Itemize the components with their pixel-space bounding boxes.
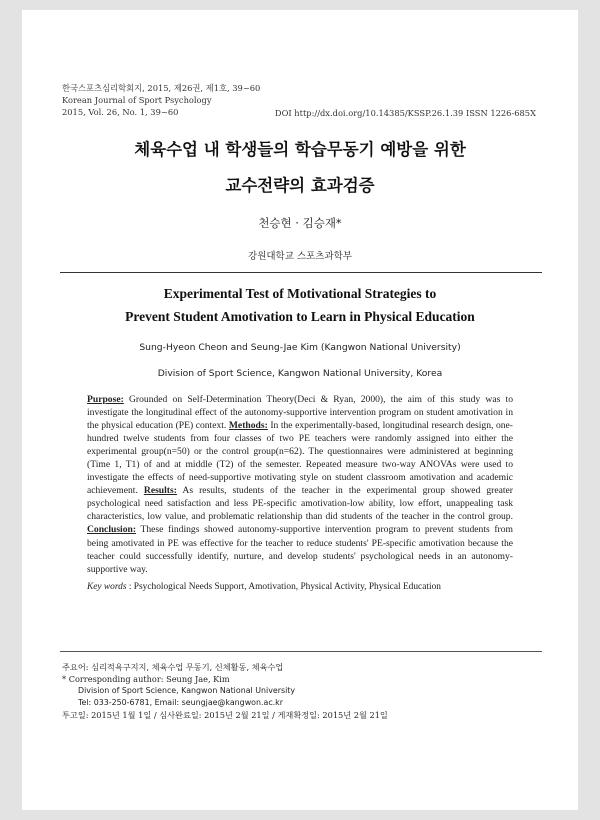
footnote-keywords-korean: 주요어: 심리적욕구지지, 체육수업 무동기, 신체활동, 체육수업: [62, 662, 284, 672]
doi-issn: DOI http://dx.doi.org/10.14385/KSSP.26.1.39 ISSN 1226-685X: [274, 108, 536, 118]
abstract-conclusion-label: Conclusion:: [87, 524, 137, 536]
footnote-division: Division of Sport Science, Kangwon National University: [78, 686, 296, 695]
keywords-text: : Psychological Needs Support, Amotivation, Physical Activity, Physical Education: [126, 582, 441, 592]
abstract-conclusion-text: These findings showed autonomy-supportive intervention program to prevent students from being amotivated in PE was effective for the teacher to reduce students' PE-specific amotivation because the teacher could successfully identify, nurture, and develop students' psychological needs in an autonomy-supportive way.: [87, 524, 513, 575]
abstract-results-text: As results, students of the teacher in the experimental group showed greater psychological need satisfaction and less PE-specific amotivation-low ability, low effort, unappealing task characteristics, low value, and problematic relationship than did students of the teacher in the control group.: [87, 485, 513, 523]
abstract-purpose-label: Purpose:: [87, 394, 124, 405]
journal-volume: 2015, Vol. 26, No. 1, 39~60: [62, 107, 179, 117]
abstract-methods-label: Methods:: [228, 420, 268, 432]
title-divider: [60, 272, 542, 273]
abstract-results-label: Results:: [143, 485, 177, 497]
abstract: [87, 393, 513, 576]
keywords: [87, 582, 517, 592]
title-korean-line2: 교수전략의 효과검증: [225, 176, 375, 195]
authors-korean: 천승현 · 김승재*: [258, 216, 342, 230]
keywords-label: Key words: [87, 582, 127, 592]
affiliation-korean: 강원대학교 스포츠과학부: [248, 251, 352, 262]
footnote-corresponding-author: * Corresponding author: Seung Jae, Kim: [62, 674, 230, 684]
footnote-divider: [60, 651, 542, 652]
abstract-methods-text: In the experimentally-based, longitudinal research design, one-hundred twelve students from four classes of two PE teachers were randomly assigned into either the experimental group(n=50) or the control group(n=62). The questionnaires were administered at beginning (Time 1, T1) of and at middle (T2) of the semester. Repeated measure two-way ANOVAs were used to investigate the effects of need-supportive motivating style on student classroom amotivation and academic achievement.: [87, 420, 514, 497]
authors-english: Sung-Hyeon Cheon and Seung-Jae Kim (Kangwon National University): [139, 342, 461, 353]
paper-page: [22, 10, 578, 810]
journal-header-english: Korean Journal of Sport Psychology: [62, 95, 212, 105]
journal-header-korean: 한국스포츠심리학회지, 2015, 제26권, 제1호, 39~60: [62, 83, 261, 93]
title-english-line1: Experimental Test of Motivational Strategies to: [163, 286, 437, 301]
affiliation-english: Division of Sport Science, Kangwon National University, Korea: [157, 368, 443, 379]
title-korean-line1: 체육수업 내 학생들의 학습무동기 예방을 위한: [134, 140, 466, 159]
abstract-purpose-text: Grounded on Self-Determination Theory(Deci & Ryan, 2000), the aim of this study was to investigate the longitudinal effect of the autonomy-supportive intervention program on student amotivation in the physical education (PE) context.: [87, 394, 513, 432]
footnote-contact: Tel: 033-250-6781, Email: seungjae@kangwon.ac.kr: [78, 698, 283, 707]
footnote-dates: 투고일: 2015년 1월 1일 / 심사완료일: 2015년 2월 21일 / 게재확정일: 2015년 2월 21일: [62, 710, 388, 720]
title-english-line2: Prevent Student Amotivation to Learn in Physical Education: [125, 309, 475, 324]
